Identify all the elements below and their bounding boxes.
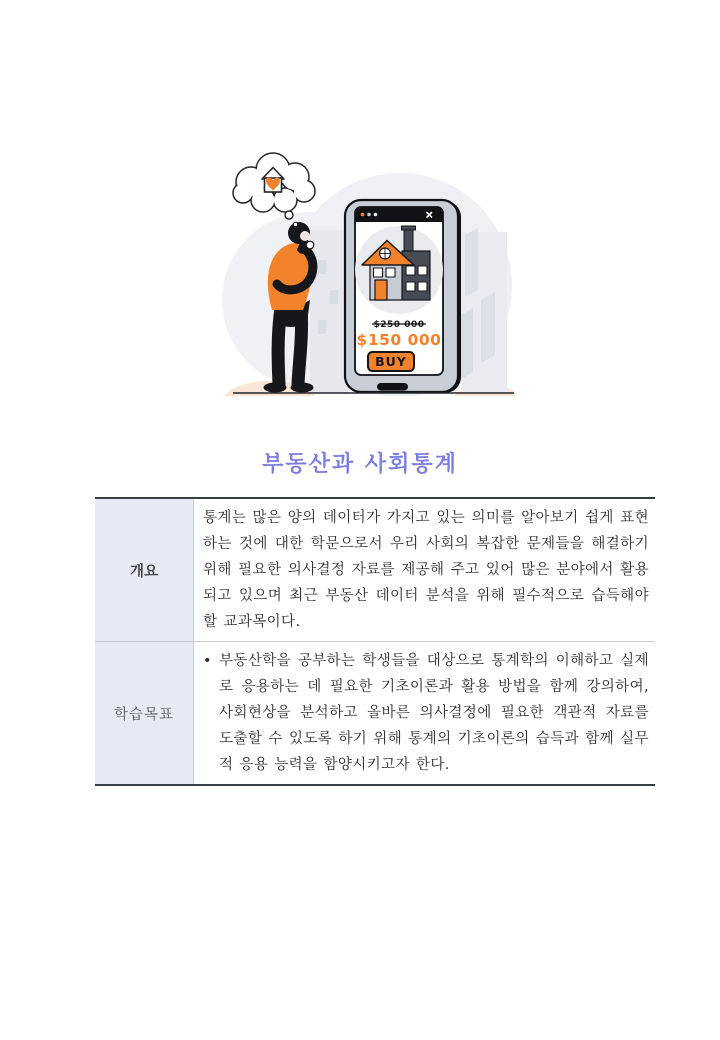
row-content-objectives xyxy=(194,642,656,786)
buy-button xyxy=(368,352,414,371)
table-row-objectives xyxy=(95,642,655,786)
page-title: 부동산과 사회통계 xyxy=(262,452,458,477)
svg-text:BUY: BUY xyxy=(375,354,407,369)
price-old xyxy=(372,320,426,330)
door xyxy=(375,280,387,300)
table-row-overview xyxy=(95,498,655,642)
hero-illustration xyxy=(215,140,515,396)
smartphone xyxy=(345,200,461,393)
home-button xyxy=(377,383,408,391)
hero-illustration-svg xyxy=(215,140,515,396)
objectives-bullet-item xyxy=(203,648,649,778)
svg-text:$250 000: $250 000 xyxy=(373,320,425,330)
browser-bar xyxy=(355,207,443,222)
shoe-right xyxy=(291,383,314,393)
row-content-overview: 통계는 많은 양의 데이터가 가지고 있는 의미를 알아보기 쉽게 표현하는 것에 대한 학문으로서 우리 사회의 복잡한 문제들을 해결하기 위해 필요한 의사결정 자료를 제공해 주고 있어 많은 분야에서 활용되고 있으며 최근 부동산 데이터 분석을 위해 필수적으로 습득해야 할 교과목이다. xyxy=(203,510,649,630)
price-new: $150 000 xyxy=(356,331,442,349)
row-label-overview: 개요 xyxy=(95,498,194,642)
objectives-text: 부동산학을 공부하는 학생들을 대상으로 통계학의 이해하고 실제로 응용하는 데 필요한 기초이론과 활용 방법을 함께 강의하여, 사회현상을 분석하고 올바른 의사결정에 필요한 객관적 자료를 도출할 수 있도록 하기 위해 통계의 기초이론의 습득과 함께 실무적 응용 능력을 함양시키고자 한다. xyxy=(219,653,649,773)
course-info-table xyxy=(95,497,655,786)
row-label-objectives: 학습목표 xyxy=(95,642,194,786)
shoe-left xyxy=(264,383,287,393)
hand xyxy=(306,241,314,249)
window-dots-icon xyxy=(361,213,378,217)
bullet-marker: • xyxy=(203,653,212,669)
